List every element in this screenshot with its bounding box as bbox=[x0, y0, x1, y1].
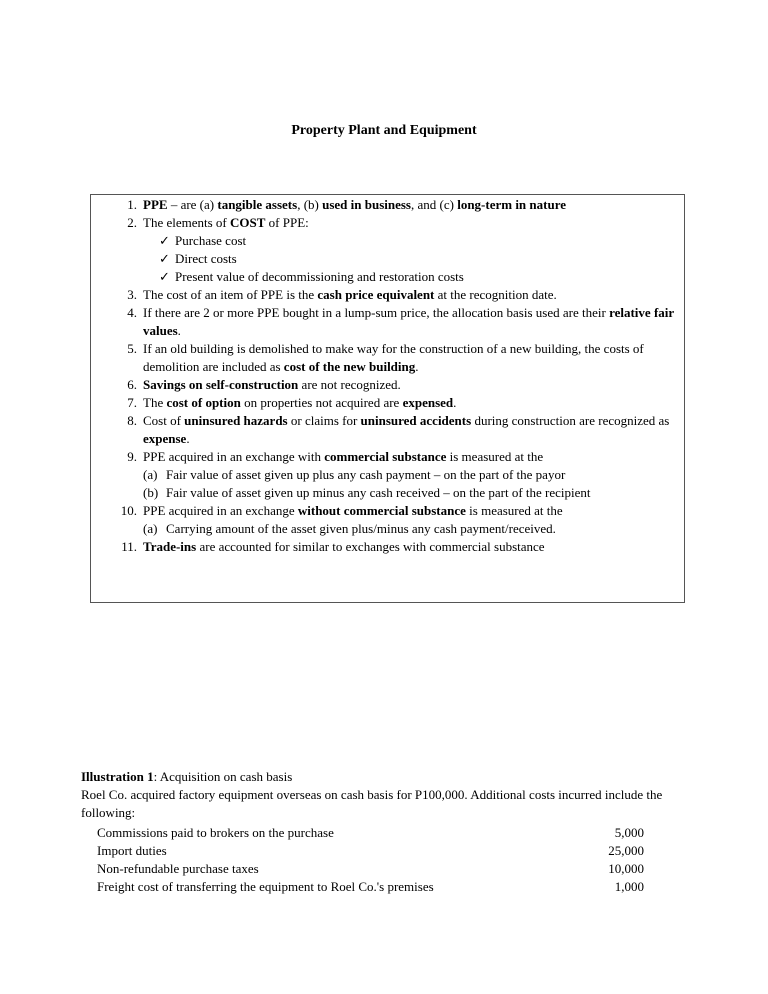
list-item bbox=[112, 196, 682, 214]
bold-term: without commercial substance bbox=[297, 503, 466, 518]
illustration-heading bbox=[81, 768, 691, 786]
cost-amount: 25,000 bbox=[608, 843, 644, 858]
checklist-item bbox=[112, 250, 682, 268]
bold-term: PPE bbox=[143, 197, 168, 212]
cost-label: Non-refundable purchase taxes bbox=[97, 861, 259, 876]
page-title: Property Plant and Equipment bbox=[291, 123, 477, 138]
cost-row bbox=[97, 878, 644, 896]
text-run: of PPE: bbox=[265, 215, 309, 230]
sub-item-text: Fair value of asset given up plus any cash payment – on the part of the payor bbox=[166, 467, 566, 482]
text-run: PPE acquired in an exchange bbox=[143, 503, 298, 518]
illustration-heading-rest: : Acquisition on cash basis bbox=[153, 769, 293, 784]
list-item bbox=[112, 412, 682, 448]
ppe-key-points-list bbox=[112, 196, 682, 556]
item-text bbox=[143, 394, 682, 412]
list-item bbox=[112, 376, 682, 394]
bold-term: uninsured hazards bbox=[184, 413, 288, 428]
text-run: If there are 2 or more PPE bought in a lump-sum price, the allocation basis used are their bbox=[143, 305, 610, 320]
checklist-text: Present value of decommissioning and restoration costs bbox=[175, 269, 464, 284]
text-run: The bbox=[143, 395, 167, 410]
text-run: . bbox=[415, 359, 419, 374]
text-run: PPE acquired in an exchange with bbox=[143, 449, 325, 464]
text-run: is measured at the bbox=[446, 449, 544, 464]
item-number: 6. bbox=[127, 377, 137, 392]
text-run: The elements of bbox=[143, 215, 230, 230]
text-run: . bbox=[177, 323, 181, 338]
item-text bbox=[143, 376, 682, 394]
list-item bbox=[112, 502, 682, 520]
item-number: 1. bbox=[127, 197, 137, 212]
checkmark-icon: ✓ bbox=[159, 269, 170, 284]
bold-term: relative fair values bbox=[143, 305, 674, 338]
item-number: 8. bbox=[127, 413, 137, 428]
checklist-text: Direct costs bbox=[175, 251, 237, 266]
item-text bbox=[143, 214, 682, 232]
list-item bbox=[112, 394, 682, 412]
text-run: . bbox=[186, 431, 190, 446]
item-text bbox=[143, 196, 682, 214]
item-text bbox=[143, 412, 682, 448]
item-number: 9. bbox=[127, 449, 137, 464]
item-number: 2. bbox=[127, 215, 137, 230]
text-run: – are (a) bbox=[167, 197, 218, 212]
bold-term: long-term in nature bbox=[457, 197, 567, 212]
checkmark-icon: ✓ bbox=[159, 233, 170, 248]
sub-item-label: (b) bbox=[143, 485, 159, 500]
text-run: The cost of an item of PPE is the bbox=[143, 287, 318, 302]
text-run: on properties not acquired are bbox=[240, 395, 403, 410]
bold-term: commercial substance bbox=[324, 449, 447, 464]
bold-term: COST bbox=[230, 215, 266, 230]
cost-row bbox=[97, 860, 644, 878]
list-item bbox=[112, 214, 682, 232]
text-run: during construction are recognized as bbox=[471, 413, 670, 428]
cost-amount: 1,000 bbox=[614, 879, 644, 894]
list-item bbox=[112, 304, 682, 340]
list-item bbox=[112, 286, 682, 304]
item-text bbox=[143, 502, 682, 520]
bold-term: cost of the new building bbox=[283, 359, 416, 374]
cost-label: Import duties bbox=[97, 843, 167, 858]
text-run: are accounted for similar to exchanges with commercial substance bbox=[196, 539, 545, 554]
item-number: 10. bbox=[120, 503, 137, 518]
sub-item-text: Carrying amount of the asset given plus/minus any cash payment/received. bbox=[166, 521, 556, 536]
bold-term: Trade-ins bbox=[143, 539, 197, 554]
additional-costs-table bbox=[97, 824, 644, 896]
bold-term: uninsured accidents bbox=[360, 413, 472, 428]
cost-amount: 5,000 bbox=[614, 825, 644, 840]
sub-item-text: Fair value of asset given up minus any cash received – on the part of the recipient bbox=[166, 485, 591, 500]
bold-term: cash price equivalent bbox=[317, 287, 435, 302]
sub-item-label: (a) bbox=[143, 467, 158, 482]
text-run: at the recognition date. bbox=[434, 287, 557, 302]
bold-term: used in business bbox=[322, 197, 411, 212]
item-text bbox=[143, 448, 682, 466]
item-text bbox=[143, 340, 682, 376]
item-number: 5. bbox=[127, 341, 137, 356]
text-run: If an old building is demolished to make way for the construction of a new building, the costs of demolition are included as bbox=[143, 341, 644, 374]
item-text bbox=[143, 538, 682, 556]
bold-term: expense bbox=[143, 431, 187, 446]
text-run: Cost of bbox=[143, 413, 185, 428]
text-run: , and (c) bbox=[411, 197, 458, 212]
item-text bbox=[143, 286, 682, 304]
sub-item bbox=[112, 466, 682, 484]
illustration-label: Illustration 1 bbox=[81, 769, 154, 784]
illustration-section bbox=[81, 768, 691, 822]
cost-label: Freight cost of transferring the equipment to Roel Co.'s premises bbox=[97, 879, 434, 894]
list-item bbox=[112, 538, 682, 556]
text-run: , (b) bbox=[297, 197, 323, 212]
sub-item bbox=[112, 520, 682, 538]
cost-amount: 10,000 bbox=[608, 861, 644, 876]
list-item bbox=[112, 448, 682, 466]
item-number: 7. bbox=[127, 395, 137, 410]
text-run: are not recognized. bbox=[298, 377, 401, 392]
checklist-item bbox=[112, 268, 682, 286]
checkmark-icon: ✓ bbox=[159, 251, 170, 266]
bold-term: tangible assets bbox=[217, 197, 298, 212]
list-item bbox=[112, 340, 682, 376]
item-number: 4. bbox=[127, 305, 137, 320]
bold-term: cost of option bbox=[166, 395, 241, 410]
sub-item-label: (a) bbox=[143, 521, 158, 536]
item-number: 3. bbox=[127, 287, 137, 302]
text-run: . bbox=[453, 395, 457, 410]
checklist-text: Purchase cost bbox=[175, 233, 247, 248]
checklist-item bbox=[112, 232, 682, 250]
text-run: or claims for bbox=[287, 413, 361, 428]
cost-label: Commissions paid to brokers on the purchase bbox=[97, 825, 334, 840]
bold-term: expensed bbox=[402, 395, 454, 410]
item-number: 11. bbox=[121, 539, 137, 554]
cost-row bbox=[97, 824, 644, 842]
item-text bbox=[143, 304, 682, 340]
bold-term: Savings on self-construction bbox=[143, 377, 299, 392]
cost-row bbox=[97, 842, 644, 860]
sub-item bbox=[112, 484, 682, 502]
text-run: is measured at the bbox=[465, 503, 563, 518]
illustration-body: Roel Co. acquired factory equipment overseas on cash basis for P100,000. Additional costs incurred include the following: bbox=[81, 787, 663, 820]
